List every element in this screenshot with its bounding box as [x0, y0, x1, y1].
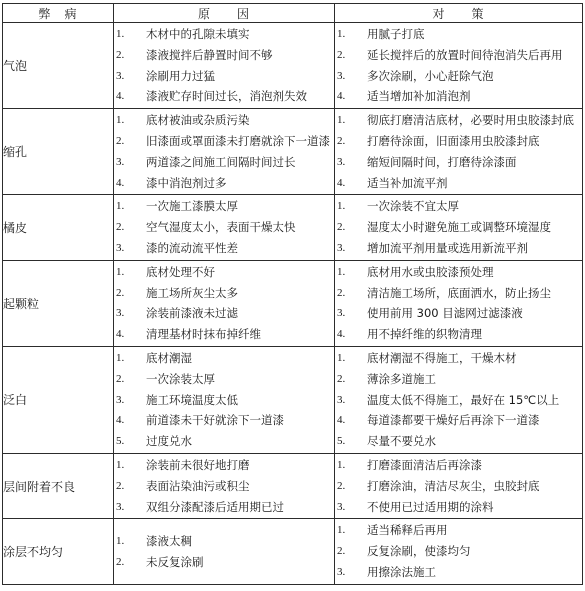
- table-row: [3, 109, 583, 195]
- item-text: 旧漆面或罩面漆未打磨就涂下一道漆: [146, 133, 330, 148]
- measure-item: [335, 131, 582, 152]
- measure-cell-list: [335, 347, 582, 453]
- cause-item: [114, 173, 334, 194]
- header-defect: 弊 病: [3, 4, 114, 23]
- item-number: 2.: [116, 555, 125, 568]
- measure-item: [335, 45, 582, 66]
- cause-item: [114, 324, 334, 345]
- item-text: 涂装前漆液未过滤: [146, 306, 238, 321]
- item-number: 4.: [337, 176, 346, 189]
- item-number: 4.: [337, 414, 346, 427]
- measure-cell-list: [335, 109, 582, 194]
- cause-item: [114, 531, 334, 552]
- item-text: 反复涂刷，使漆均匀: [367, 544, 471, 559]
- measure-item: [335, 238, 582, 259]
- item-text: 施工环境温度太低: [146, 392, 238, 407]
- measure-cell-list: [335, 261, 582, 346]
- measure-item: [335, 262, 582, 283]
- item-number: 2.: [337, 48, 346, 61]
- item-number: 3.: [116, 307, 125, 320]
- item-number: 1.: [337, 458, 346, 471]
- item-number: 2.: [337, 545, 346, 558]
- item-text: 打磨涂油，清洁尽灰尘，虫胶封底: [367, 478, 540, 493]
- item-text: 缩短间隔时间，打磨待涂漆面: [367, 154, 517, 169]
- measure-cell: [335, 260, 583, 346]
- item-text: 两道漆之间施工间隔时间过长: [146, 154, 296, 169]
- item-text: 底材被油或杂质污染: [146, 113, 250, 128]
- measure-cell: [335, 453, 583, 518]
- cause-cell-list: [114, 23, 334, 108]
- measure-item: [335, 410, 582, 431]
- item-text: 清理基材时抹布掉纤维: [146, 327, 261, 342]
- cause-item: [114, 238, 334, 259]
- measure-cell-list: [335, 519, 582, 583]
- defect-name: 气泡: [3, 23, 114, 109]
- item-text: 底材处理不好: [146, 264, 215, 279]
- defect-name: 起颗粒: [3, 260, 114, 346]
- item-number: 3.: [116, 241, 125, 254]
- measure-cell: [335, 195, 583, 260]
- item-text: 漆中消泡剂过多: [146, 175, 227, 190]
- item-number: 4.: [116, 176, 125, 189]
- item-text: 薄涂多道施工: [367, 371, 436, 386]
- cause-item: [114, 369, 334, 390]
- table-row: [3, 195, 583, 260]
- item-text: 打磨待涂面，旧面漆用虫胶漆封底: [367, 133, 540, 148]
- table-row: [3, 23, 583, 109]
- item-text: 前道漆未干好就涂下一道漆: [146, 413, 284, 428]
- item-text: 用腻子打底: [367, 27, 425, 41]
- measure-item: [335, 196, 582, 217]
- item-number: 3.: [116, 500, 125, 513]
- item-number: 2.: [116, 372, 125, 385]
- item-text: 多次涂刷，小心赶除气泡: [367, 68, 494, 83]
- measure-item: [335, 217, 582, 238]
- item-text: 一次施工漆膜太厚: [146, 199, 238, 214]
- cause-item: [114, 217, 334, 238]
- cause-item: [114, 131, 334, 152]
- item-number: 1.: [337, 114, 346, 127]
- defect-name: 橘皮: [3, 195, 114, 260]
- item-text: 漆液搅拌后静置时间不够: [146, 47, 273, 62]
- cause-item: [114, 348, 334, 369]
- item-number: 2.: [116, 48, 125, 61]
- measure-item: [335, 173, 582, 194]
- item-text: 双组分漆配漆后适用期已过: [146, 499, 284, 514]
- defect-name: 层间附着不良: [3, 453, 114, 518]
- header-measure: 对 策: [335, 4, 583, 23]
- measure-cell: [335, 109, 583, 195]
- item-number: 2.: [116, 286, 125, 299]
- measure-item: [335, 497, 582, 518]
- cause-cell: [114, 109, 335, 195]
- item-number: 4.: [337, 328, 346, 341]
- measure-item: [335, 431, 582, 452]
- table-row: [3, 346, 583, 453]
- item-text: 过度兑水: [146, 434, 192, 449]
- defect-name: 泛白: [3, 346, 114, 453]
- item-number: 3.: [116, 155, 125, 168]
- defect-table: [2, 3, 583, 585]
- item-text: 每道漆都要干燥好后再涂下一道漆: [367, 413, 540, 428]
- item-number: 4.: [116, 414, 125, 427]
- cause-item: [114, 110, 334, 131]
- item-number: 1.: [116, 351, 125, 364]
- item-number: 1.: [337, 524, 346, 537]
- cause-cell: [114, 519, 335, 584]
- measure-item: [335, 86, 582, 107]
- item-number: 2.: [116, 221, 125, 234]
- item-text: 表面沾染油污或积尘: [146, 478, 250, 493]
- item-text: 彻底打磨清洁底材，必要时用虫胶漆封底: [367, 113, 574, 128]
- table-header-row: [3, 4, 583, 23]
- item-number: 1.: [337, 200, 346, 213]
- item-text: 温度太低不得施工，最好在 15℃以上: [367, 392, 560, 407]
- table-body: [3, 23, 583, 585]
- item-number: 5.: [337, 435, 346, 448]
- cause-item: [114, 431, 334, 452]
- item-text: 延长搅拌后的放置时间待泡消失后再用: [367, 47, 563, 62]
- cause-item: [114, 303, 334, 324]
- cause-item: [114, 497, 334, 518]
- measure-item: [335, 520, 582, 541]
- measure-item: [335, 324, 582, 345]
- measure-item: [335, 283, 582, 304]
- measure-item: [335, 541, 582, 562]
- cause-cell: [114, 453, 335, 518]
- item-text: 增加流平剂用量或选用新流平剂: [367, 240, 528, 255]
- cause-cell: [114, 260, 335, 346]
- defect-name: 缩孔: [3, 109, 114, 195]
- item-text: 涂装前未很好地打磨: [146, 457, 250, 472]
- cause-item: [114, 262, 334, 283]
- measure-item: [335, 24, 582, 45]
- item-number: 2.: [337, 134, 346, 147]
- table-row: [3, 260, 583, 346]
- cause-cell: [114, 346, 335, 453]
- measure-cell-list: [335, 23, 582, 108]
- item-number: 1.: [116, 534, 125, 547]
- item-text: 底材用水或虫胶漆预处理: [367, 264, 494, 279]
- item-text: 底材潮湿不得施工，干燥木材: [367, 350, 517, 365]
- table-row: [3, 519, 583, 584]
- cause-item: [114, 476, 334, 497]
- cause-item: [114, 86, 334, 107]
- cause-cell-list: [114, 261, 334, 346]
- item-text: 打磨漆面清洁后再涂漆: [367, 457, 482, 472]
- measure-item: [335, 110, 582, 131]
- item-text: 适当增加补加消泡剂: [367, 89, 471, 104]
- item-number: 3.: [116, 393, 125, 406]
- item-text: 漆的流动流平性差: [146, 240, 238, 255]
- item-text: 清洁施工场所，底面洒水，防止扬尘: [367, 285, 551, 300]
- cause-cell-list: [114, 347, 334, 453]
- item-number: 2.: [337, 286, 346, 299]
- item-text: 用不掉纤维的织物清理: [367, 327, 482, 342]
- item-number: 1.: [116, 458, 125, 471]
- item-number: 1.: [116, 28, 125, 40]
- item-number: 3.: [337, 565, 346, 578]
- item-text: 底材潮湿: [146, 350, 192, 365]
- measure-item: [335, 303, 582, 324]
- measure-cell: [335, 23, 583, 109]
- cause-item: [114, 66, 334, 87]
- item-number: 1.: [337, 351, 346, 364]
- measure-item: [335, 455, 582, 476]
- item-text: 漆液太稠: [146, 533, 192, 548]
- item-number: 3.: [337, 500, 346, 513]
- item-number: 2.: [116, 134, 125, 147]
- item-number: 4.: [116, 90, 125, 103]
- item-number: 2.: [116, 479, 125, 492]
- measure-cell: [335, 346, 583, 453]
- table-row: [3, 453, 583, 518]
- item-text: 漆液贮存时间过长，消泡剂失效: [146, 89, 307, 104]
- measure-cell-list: [335, 195, 582, 259]
- cause-item: [114, 455, 334, 476]
- item-number: 2.: [337, 221, 346, 234]
- cause-item: [114, 45, 334, 66]
- cause-cell: [114, 195, 335, 260]
- cause-item: [114, 410, 334, 431]
- item-text: 空气湿度太小，表面干燥太快: [146, 220, 296, 235]
- cause-item: [114, 283, 334, 304]
- item-number: 3.: [337, 155, 346, 168]
- measure-item: [335, 562, 582, 583]
- cause-item: [114, 552, 334, 573]
- cause-cell-list: [114, 109, 334, 194]
- cause-item: [114, 152, 334, 173]
- measure-item: [335, 390, 582, 411]
- item-number: 3.: [337, 307, 346, 320]
- cause-item: [114, 390, 334, 411]
- item-number: 1.: [337, 265, 346, 278]
- item-number: 1.: [116, 265, 125, 278]
- item-number: 3.: [337, 69, 346, 82]
- item-text: 湿度太小时避免施工或调整环境湿度: [367, 220, 551, 235]
- cause-cell: [114, 23, 335, 109]
- measure-item: [335, 476, 582, 497]
- cause-item: [114, 24, 334, 45]
- defect-name: 涂层不均匀: [3, 519, 114, 584]
- item-number: 3.: [337, 393, 346, 406]
- header-cause: 原 因: [114, 4, 335, 23]
- item-text: 用擦涂法施工: [367, 564, 436, 579]
- measure-item: [335, 369, 582, 390]
- cause-item: [114, 196, 334, 217]
- item-text: 施工场所灰尘太多: [146, 285, 238, 300]
- item-text: 涂刷用力过猛: [146, 68, 215, 83]
- item-text: 未反复涂刷: [146, 554, 204, 569]
- item-text: 一次涂装太厚: [146, 371, 215, 386]
- cause-cell-list: [114, 195, 334, 259]
- cause-cell-list: [114, 454, 334, 518]
- item-text: 适当补加流平剂: [367, 175, 448, 190]
- item-text: 适当稀释后再用: [367, 523, 448, 538]
- item-number: 4.: [337, 90, 346, 103]
- item-number: 2.: [337, 479, 346, 492]
- item-number: 1.: [337, 28, 346, 40]
- item-number: 1.: [116, 200, 125, 213]
- item-text: 使用前用 300 目滤网过滤漆液: [367, 306, 523, 321]
- item-text: 尽量不要兑水: [367, 434, 436, 449]
- item-number: 5.: [116, 435, 125, 448]
- item-number: 1.: [116, 114, 125, 127]
- measure-cell: [335, 519, 583, 584]
- measure-item: [335, 152, 582, 173]
- item-number: 2.: [337, 372, 346, 385]
- measure-item: [335, 66, 582, 87]
- measure-item: [335, 348, 582, 369]
- item-number: 3.: [116, 69, 125, 82]
- item-text: 木材中的孔隙未填实: [146, 27, 250, 41]
- item-text: 不使用已过适用期的涂料: [367, 499, 494, 514]
- item-text: 一次涂装不宜太厚: [367, 199, 459, 214]
- item-number: 4.: [116, 328, 125, 341]
- measure-cell-list: [335, 454, 582, 518]
- item-number: 3.: [337, 241, 346, 254]
- cause-cell-list: [114, 530, 334, 574]
